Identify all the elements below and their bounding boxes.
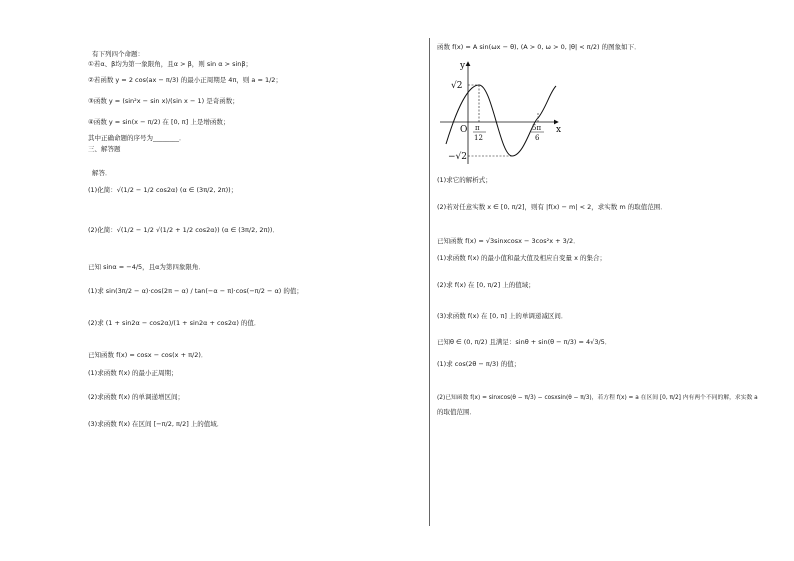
problem-2-intro: 已知 sinα = −4/5，且α为第四象限角． <box>88 263 205 271</box>
sine-curve <box>446 85 556 156</box>
problem-3-intro: 已知函数 f(x) = cosx − cos(x + π/2)． <box>88 351 208 359</box>
x-tick-1-num: π <box>475 124 480 132</box>
x-axis-label: x <box>556 125 562 135</box>
question-intro: 有下列四个命题： <box>92 50 144 58</box>
theta-problem-part-2-cont: 的取值范围． <box>437 408 476 416</box>
proposition-3: ③函数 y = (sin²x − sin x)/(sin x − 1) 是奇函数； <box>88 97 239 105</box>
sine-graph <box>438 56 568 168</box>
proposition-4: ④函数 y = sin(x − π/2) 在 [0, π] 上是增函数； <box>88 118 230 126</box>
problem-2-part-2: (2)求 (1 + sin2α − cos2α)/(1 + sin2α + cos2α) 的值． <box>88 319 261 327</box>
y-max-label: √2 <box>451 81 463 91</box>
problem-2-part-1: (1)求 sin(3π/2 − α)·cos(2π − α) / tan(−α − π)·cos(−π/2 − α) 的值； <box>88 287 303 295</box>
problem-3-part-1: (1)求函数 f(x) 的最小正周期； <box>88 369 178 377</box>
problem-3-part-2: (2)求函数 f(x) 的单调递增区间； <box>88 393 185 401</box>
func-problem-part-2: (2)求 f(x) 在 [0, π/2] 上的值域； <box>437 281 535 289</box>
func-problem-part-1: (1)求函数 f(x) 的最小值和最大值及相应自变量 x 的集合； <box>437 254 607 262</box>
graph-problem-part-2: (2)若对任意实数 x ∈ [0, π/2]，则有 |f(x) − m| < 2，求实数 m 的取值范围． <box>437 203 667 211</box>
proposition-1: ①若α、β均为第一象限角，且α > β，则 sin α > sinβ； <box>88 60 253 68</box>
func-problem-intro: 已知函数 f(x) = √3sinxcosx − 3cos²x + 3/2． <box>437 237 580 245</box>
y-min-label: −√2 <box>448 152 468 162</box>
graph-problem-part-1: (1)求它的解析式； <box>437 176 492 184</box>
theta-problem-intro: 已知θ ∈ (0, π/2) 且满足：sinθ + sin(θ − π/3) = 4√3/5． <box>437 338 612 346</box>
origin-label: O <box>460 125 468 135</box>
question-ask: 其中正确命题的序号为________． <box>88 134 186 142</box>
graph-problem-intro: 函数 f(x) = A sin(ωx − θ), (A > 0, ω > 0, |θ| < π/2) 的图象如下． <box>437 43 641 51</box>
x-tick-2-den: 6 <box>535 134 540 142</box>
x-tick-2-num: 5π <box>532 124 542 132</box>
theta-problem-part-2: (2)已知函数 f(x) = sinxcos(θ − π/3) − cosxsin(θ − π/3)，若方程 f(x) = a 在区间 [0, π/2] 内有两个不同的解，求实数 a <box>437 395 758 401</box>
y-axis-label: y <box>460 61 466 71</box>
x-tick-1-den: 12 <box>474 134 483 142</box>
column-divider <box>429 38 430 526</box>
problem-1-part-2: (2)化简：√(1/2 − 1/2 √(1/2 + 1/2 cos2α)) (α ∈ (3π/2, 2π))． <box>88 226 279 234</box>
problem-3-part-3: (3)求函数 f(x) 在区间 [−π/2, π/2] 上的值域． <box>88 420 224 428</box>
problem-1-part-1: (1)化简：√(1/2 − 1/2 cos2α) (α ∈ (3π/2, 2π))； <box>88 186 238 194</box>
proposition-2: ②若函数 y = 2 cos(ax − π/3) 的最小正周期是 4π，则 a = 1/2； <box>88 76 282 84</box>
problem-1-title: 解答． <box>92 169 112 177</box>
theta-problem-part-1: (1)求 cos(2θ − π/3) 的值； <box>437 360 521 368</box>
section-heading: 三、解答题 <box>88 145 121 153</box>
func-problem-part-3: (3)求函数 f(x) 在 [0, π] 上的单调递减区间． <box>437 312 568 320</box>
